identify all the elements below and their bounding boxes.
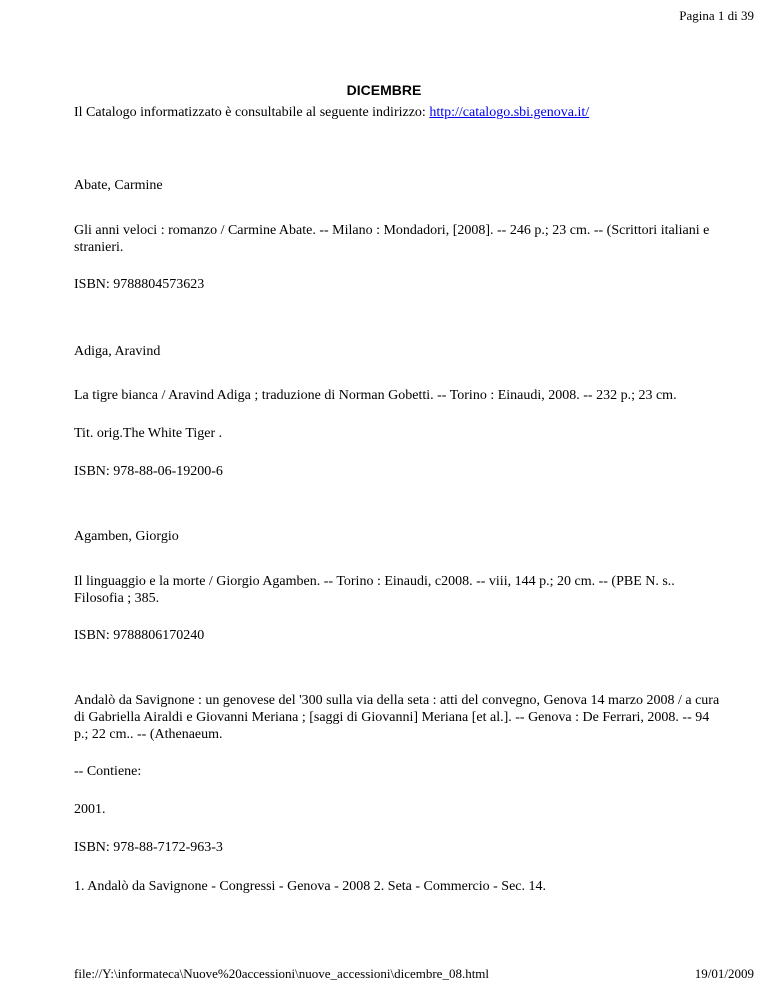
entry-description: Andalò da Savignone : un genovese del '300 sulla via della seta : atti del convegno, Genova 14 marzo 2008 / a cura di Gabriella Airaldi e Giovanni Meriana ; [saggi di Giovanni] Meriana [et al.]. -- Genova : De Ferrari, 2008. -- 94 p.; 22 cm.. -- (Athenaeum. (74, 693, 720, 742)
page-indicator: Pagina 1 di 39 (679, 8, 754, 23)
intro-line (74, 105, 589, 121)
entry-contents: -- Contiene: (74, 764, 142, 779)
intro-text: Il Catalogo informatizzato è consultabile al seguente indirizzo: (74, 105, 430, 120)
footer-date: 19/01/2009 (694, 966, 754, 981)
entry-description: La tigre bianca / Aravind Adiga ; traduzione di Norman Gobetti. -- Torino : Einaudi, 2008. -- 232 p.; 23 cm. (74, 388, 677, 403)
entry-isbn: ISBN: 978-88-7172-963-3 (74, 840, 223, 855)
page-title: DICEMBRE (346, 82, 422, 98)
entry-year: 2001. (74, 802, 106, 817)
entry-isbn: ISBN: 9788804573623 (74, 277, 205, 292)
entry-subjects: 1. Andalò da Savignone - Congressi - Genova - 2008 2. Seta - Commercio - Sec. 14. (74, 879, 547, 894)
entry-author: Abate, Carmine (74, 178, 163, 193)
catalog-link[interactable]: http://catalogo.sbi.genova.it/ (429, 105, 590, 120)
entry-description: Il linguaggio e la morte / Giorgio Agamben. -- Torino : Einaudi, c2008. -- viii, 144 p.; 20 cm. -- (PBE N. s.. Filosofia ; 385. (74, 574, 675, 606)
entry-author: Adiga, Aravind (74, 344, 161, 359)
footer-file-path: file://Y:\informateca\Nuove%20accessioni\nuove_accessioni\dicembre_08.html (74, 966, 490, 981)
entry-original-title: Tit. orig.The White Tiger . (74, 426, 223, 441)
entry-author: Agamben, Giorgio (74, 529, 179, 544)
entry-isbn: ISBN: 978-88-06-19200-6 (74, 464, 223, 479)
entry-description: Gli anni veloci : romanzo / Carmine Abate. -- Milano : Mondadori, [2008]. -- 246 p.; 23 cm. -- (Scrittori italiani e stranieri. (74, 223, 710, 255)
entry-isbn: ISBN: 9788806170240 (74, 628, 205, 643)
